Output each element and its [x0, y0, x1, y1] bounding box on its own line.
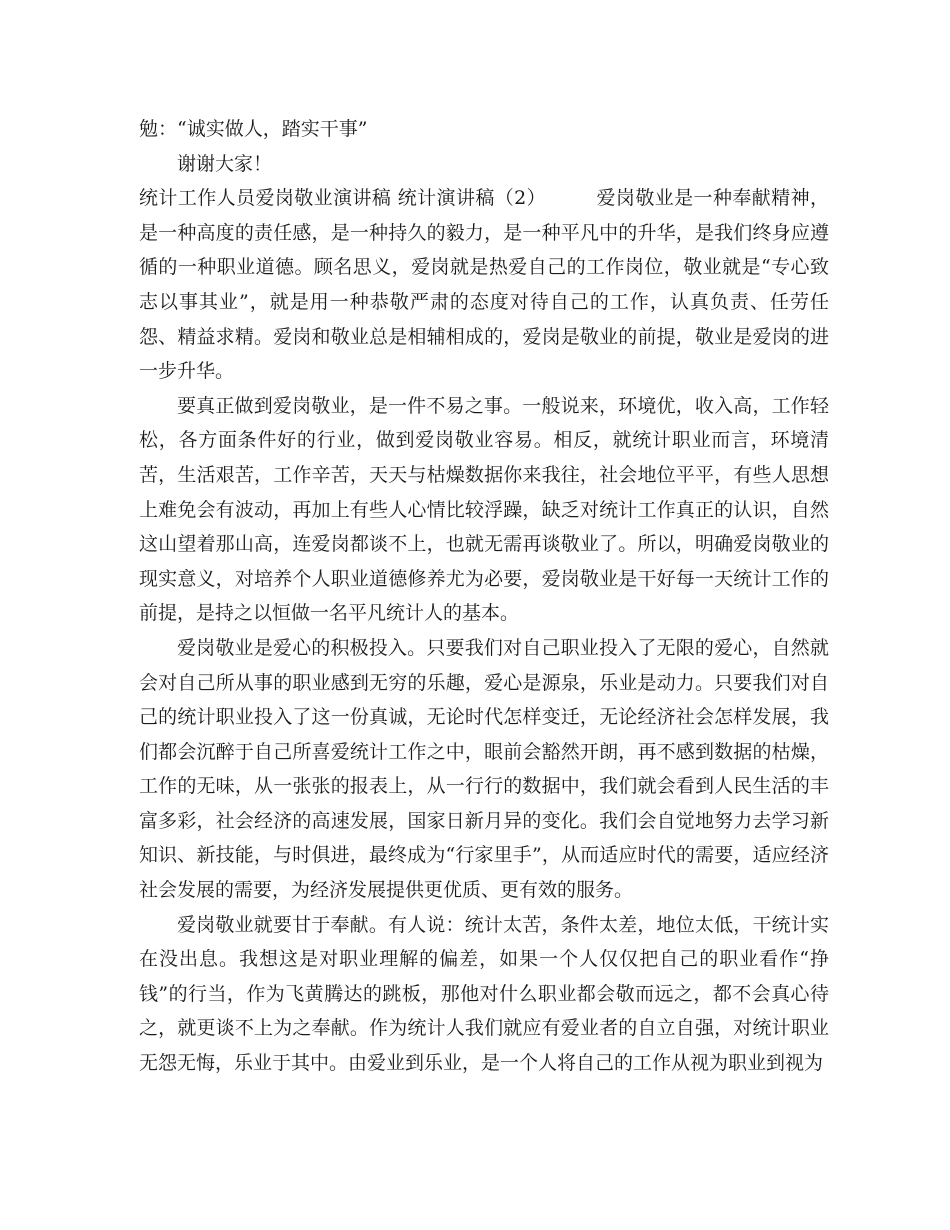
- body-paragraph-1: 要真正做到爱岗敬业，是一件不易之事。一般说来，环境优，收入高，工作轻松，各方面条件好的行业，做到爱岗敬业容易。相反，就统计职业而言，环境清苦，生活艰苦，工作辛苦，天天与枯燥数据你来我往，社会地位平平，有些人思想上难免会有波动，再加上有些人心情比较浮躁，缺乏对统计工作真正的认识，自然这山望着那山高，连爱岗都谈不上，也就无需再谈敬业了。所以，明确爱岗敬业的现实意义，对培养个人职业道德修养尤为必要，爱岗敬业是干好每一天统计工作的前提，是持之以恒做一名平凡统计人的基本。: [139, 394, 829, 625]
- text-fragment-top: 勉：“诚实做人，踏实干事”: [139, 118, 368, 140]
- document-body: [139, 112, 829, 1081]
- body-paragraph-3: 爱岗敬业就要甘于奉献。有人说：统计太苦，条件太差，地位太低，干统计实在没出息。我想这是对职业理解的偏差，如果一个人仅仅把自己的职业看作“挣钱”的行当，作为飞黄腾达的跳板，那他对什么职业都会敬而远之，都不会真心待之，就更谈不上为之奉献。作为统计人我们就应有爱业者的自立自强，对统计职业无怨无悔，乐业于其中。由爱业到乐业，是一个人将自己的工作从视为职业到视为: [139, 913, 829, 1075]
- section-title: 统计工作人员爱岗敬业演讲稿 统计演讲稿（2）: [139, 187, 547, 210]
- thanks-line: 谢谢大家！: [177, 152, 273, 175]
- section-block: [139, 181, 829, 389]
- section-intro: 爱岗敬业是一种奉献精神，是一种高度的责任感，是一种持久的毅力，是一种平凡中的升华，是我们终身应遵循的一种职业道德。顾名思义，爱岗就是热爱自己的工作岗位，敬业就是“专心致志以事其业”，就是用一种恭敬严肃的态度对待自己的工作，认真负责、任劳任怨、精益求精。爱岗和敬业总是相辅相成的，爱岗是敬业的前提，敬业是爱岗的进一步升华。: [139, 187, 829, 383]
- body-paragraph-2: 爱岗敬业是爱心的积极投入。只要我们对自己职业投入了无限的爱心，自然就会对自己所从事的职业感到无穷的乐趣，爱心是源泉，乐业是动力。只要我们对自己的统计职业投入了这一份真诚，无论时代怎样变迁，无论经济社会怎样发展，我们都会沉醉于自己所喜爱统计工作之中，眼前会豁然开朗，再不感到数据的枯燥，工作的无味，从一张张的报表上，从一行行的数据中，我们就会看到人民生活的丰富多彩，社会经济的高速发展，国家日新月异的变化。我们会自觉地努力去学习新知识、新技能，与时俱进，最终成为“行家里手”，从而适应时代的需要，适应经济社会发展的需要，为经济发展提供更优质、更有效的服务。: [139, 636, 829, 902]
